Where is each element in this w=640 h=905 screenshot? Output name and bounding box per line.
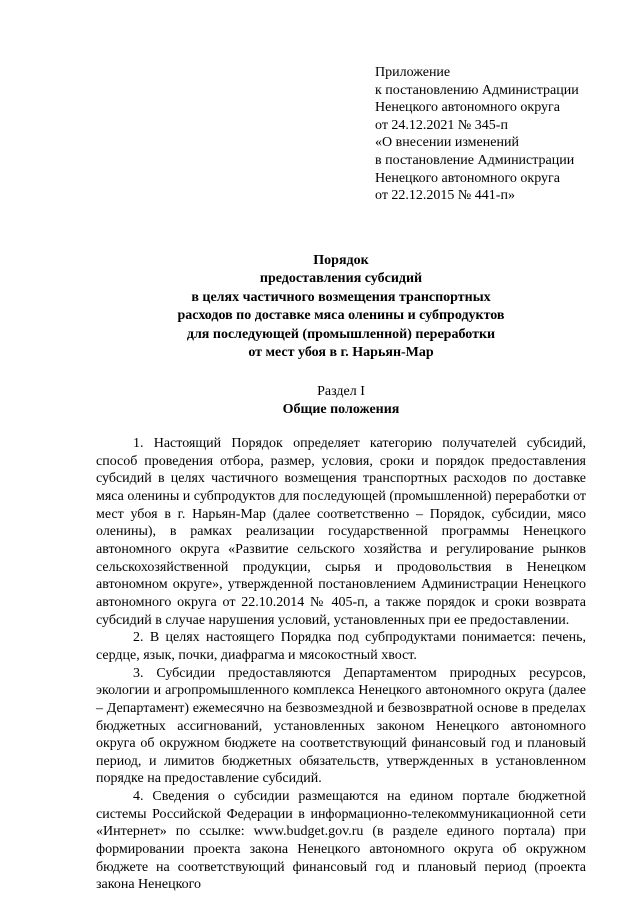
title-line: расходов по доставке мяса оленины и субпродуктов	[177, 308, 505, 324]
appendix-line: Ненецкого автономного округа	[375, 100, 560, 116]
document-title	[96, 252, 586, 362]
title-line: в целях частичного возмещения транспортных	[191, 289, 491, 305]
title-line: предоставления субсидий	[259, 271, 423, 287]
appendix-line: от 22.12.2015 № 441-п»	[375, 188, 515, 204]
title-line: для последующей (промышленной) переработки	[186, 326, 496, 342]
section-number: Раздел I	[317, 384, 365, 399]
paragraph-3: 3. Субсидии предоставляются Департаментом природных ресурсов, экологии и агропромышленного комплекса Ненецкого автономного округа (далее – Департамент) ежемесячно на безвозмездной и безвозвратной основе в пределах бюджетных ассигнований, установленных законом Ненецкого автономного округа об окружном бюджете на соответствующий финансовый год и плановый период, и лимитов бюджетных обязательств, утвержденных в установленном порядке на предоставление субсидий.	[96, 665, 586, 787]
section-heading	[96, 383, 586, 419]
paragraph-1: 1. Настоящий Порядок определяет категорию получателей субсидий, способ проведения отбора, размер, условия, сроки и порядок предоставления субсидий в целях частичного возмещения транспортных расходов по доставке мяса оленины и субпродуктов для последующей (промышленной) переработки от мест убоя в г. Нарьян-Мар (далее соответственно – Порядок, субсидии, мясо оленины), в рамках реализации государственной программы Ненецкого автономного округа «Развитие сельского хозяйства и регулирование рынков сельскохозяйственной продукции, сырья и продовольствия в Ненецком автономном округе», утвержденной постановлением Администрации Ненецкого автономного округа от 22.10.2014 № 405-п, а также порядок и сроки возврата субсидий в случае нарушения условий, установленных при ее предоставлении.	[96, 436, 587, 628]
appendix-line: «О внесении изменений	[375, 135, 519, 151]
appendix-line: в постановление Администрации	[375, 152, 575, 168]
appendix-line: Приложение	[375, 65, 451, 80]
appendix-line: к постановлению Администрации	[375, 82, 579, 98]
document-body	[96, 435, 586, 894]
appendix-line: от 24.12.2021 № 345-п	[375, 117, 508, 133]
title-line: Порядок	[313, 253, 369, 268]
appendix-line: Ненецкого автономного округа	[375, 170, 560, 186]
paragraph-2: 2. В целях настоящего Порядка под субпродуктами понимается: печень, сердце, язык, почки, диафрагма и мясокостный хвост.	[96, 630, 586, 663]
paragraph-4: 4. Сведения о субсидии размещаются на едином портале бюджетной системы Российской Федерации в информационно-телекоммуникационной сети «Интернет» по ссылке: www.budget.gov.ru (в разделе единого портала) при формировании проекта закона Ненецкого автономного округа об окружном бюджете на соответствующий финансовый год и плановый период (проекта закона Ненецкого	[96, 789, 586, 893]
title-line: от мест убоя в г. Нарьян-Мар	[248, 345, 434, 361]
section-title: Общие положения	[282, 402, 400, 417]
appendix-header	[375, 64, 579, 205]
